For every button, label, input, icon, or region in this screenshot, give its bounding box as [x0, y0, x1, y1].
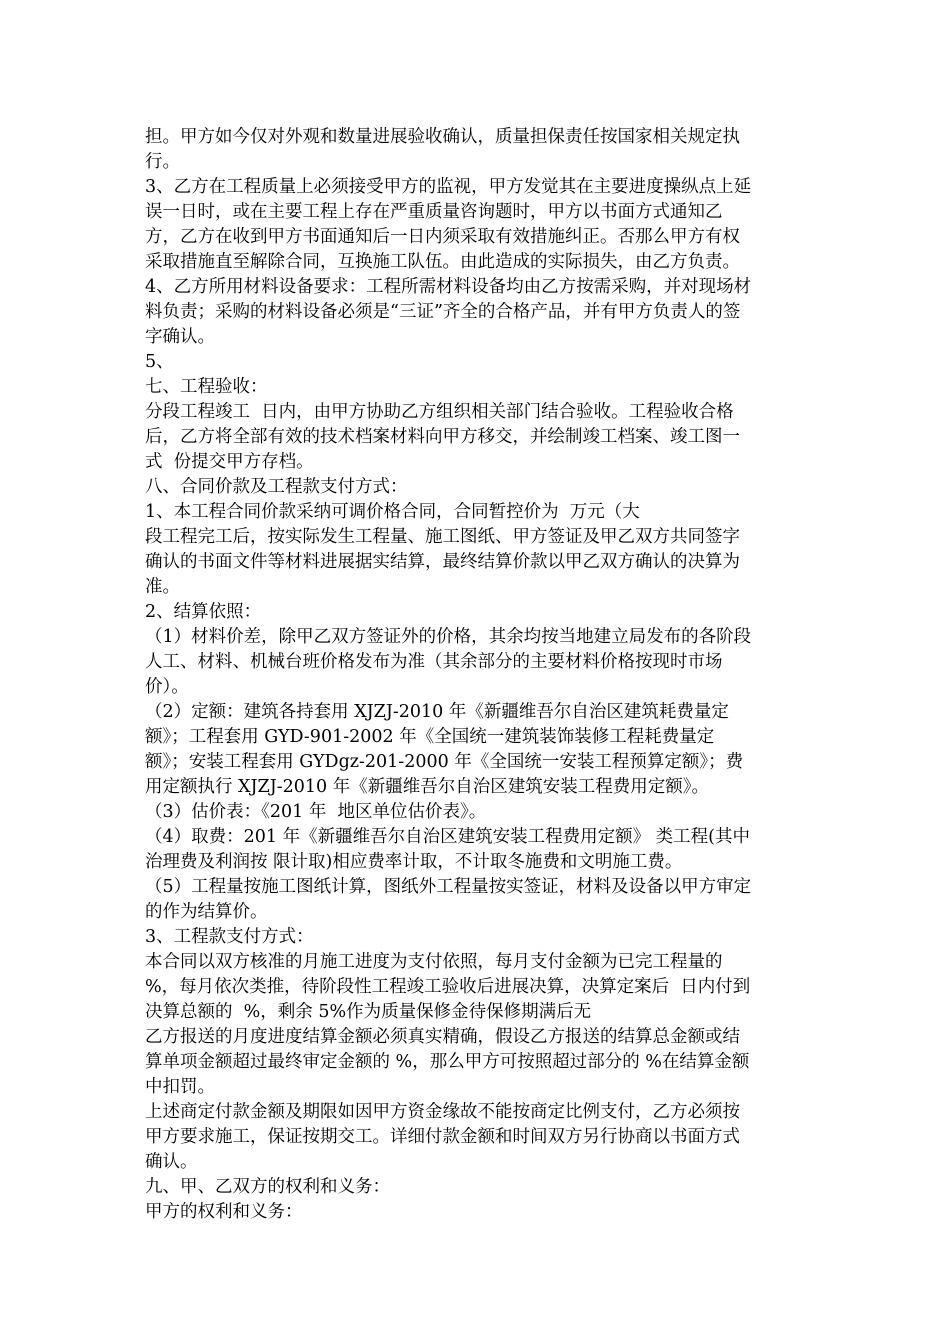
text-line: 料负责；采购的材料设备必须是“三证”齐全的合格产品，并有甲方负责人的签 [145, 302, 741, 322]
text-line: 3、乙方在工程质量上必须接受甲方的监视，甲方发觉其在主要进度操纵点上延 [145, 177, 752, 197]
text-line: 价）。 [145, 677, 189, 697]
text-line: 决算总额的 %，剩余 5%作为质量保修金待保修期满后无 [145, 1002, 592, 1022]
text-line: 担。甲方如今仅对外观和数量进展验收确认，质量担保责任按国家相关规定执 [145, 127, 740, 147]
text-line: 治理费及利润按 限计取)相应费率计取，不计取冬施费和文明施工费。 [145, 852, 683, 872]
text-line: 人工、材料、机械台班价格发布为准（其余部分的主要材料价格按现时市场 [145, 652, 723, 672]
text-line: 额》；安装工程套用 GYDgz-201-2000 年《全国统一安装工程预算定额》；费 [145, 752, 744, 772]
text-line: 上述商定付款金额及期限如因甲方资金缘故不能按商定比例支付，乙方必须按 [145, 1102, 740, 1122]
text-line: 2、结算依照： [145, 602, 262, 622]
text-line: 乙方报送的月度进度结算金额必须真实精确，假设乙方报送的结算总金额或结 [145, 1027, 740, 1047]
text-line: 段工程完工后，按实际发生工程量、施工图纸、甲方签证及甲乙双方共同签字 [145, 527, 740, 547]
text-line: （1）材料价差，除甲乙双方签证外的价格，其余均按当地建立局发布的各阶段 [145, 627, 752, 647]
text-line: 5、 [145, 352, 174, 372]
text-line: 确认的书面文件等材料进展据实结算，最终结算价款以甲乙双方确认的决算为 [145, 552, 740, 572]
text-line: 分段工程竣工 日内，由甲方协助乙方组织相关部门结合验收。工程验收合格 [145, 402, 734, 422]
text-line: 采取措施直至解除合同，互换施工队伍。由此造成的实际损失，由乙方负责。 [145, 252, 740, 272]
text-line: 后，乙方将全部有效的技术档案材料向甲方移交，并绘制竣工档案、竣工图一 [145, 427, 740, 447]
text-line: 确认。 [145, 1152, 198, 1172]
section-heading: 九、甲、乙双方的权利和义务： [145, 1177, 390, 1197]
text-line: （3）估价表：《201 年 地区单位估价表》。 [145, 802, 487, 822]
text-line: 的作为结算价。 [145, 902, 268, 922]
text-line: 4、乙方所用材料设备要求：工程所需材料设备均由乙方按需采购，并对现场材 [145, 277, 752, 297]
text-line: 准。 [145, 577, 180, 597]
text-line: %，每月依次类推，待阶段性工程竣工验收后进展决算，决算定案后 日内付到 [145, 977, 751, 997]
section-heading: 八、合同价款及工程款支付方式： [145, 477, 408, 497]
text-line: 字确认。 [145, 327, 215, 347]
text-line: 3、工程款支付方式： [145, 927, 314, 947]
text-line: （4）取费：201 年《新疆维吾尔自治区建筑安装工程费用定额》 类工程(其中 [145, 827, 750, 847]
text-line: 本合同以双方核准的月施工进度为支付依照，每月支付金额为已完工程量的 [145, 952, 723, 972]
section-heading: 七、工程验收： [145, 377, 268, 397]
text-line: 算单项金额超过最终审定金额的 %，那么甲方可按照超过部分的 %在结算金额 [145, 1052, 750, 1072]
text-line: 误一日时，或在主要工程上存在严重质量咨询题时，甲方以书面方式通知乙 [145, 202, 723, 222]
text-line: 甲方要求施工，保证按期交工。详细付款金额和时间双方另行协商以书面方式 [145, 1127, 740, 1147]
text-line: （5）工程量按施工图纸计算，图纸外工程量按实签证，材料及设备以甲方审定 [145, 877, 752, 897]
text-line: 行。 [145, 152, 180, 172]
text-line: 中扣罚。 [145, 1077, 215, 1097]
text-line: 1、本工程合同价款采纳可调价格合同，合同暂控价为 万元（大 [145, 502, 640, 522]
text-line: 式 份提交甲方存档。 [145, 452, 314, 472]
text-line: （2）定额：建筑各持套用 XJZJ-2010 年《新疆维吾尔自治区建筑耗费量定 [145, 702, 729, 722]
text-line: 甲方的权利和义务： [145, 1202, 303, 1222]
document-body [145, 125, 815, 1225]
text-line: 额》；工程套用 GYD-901-2002 年《全国统一建筑装饰装修工程耗费量定 [145, 727, 715, 747]
text-line: 用定额执行 XJZJ-2010 年《新疆维吾尔自治区建筑安装工程费用定额》。 [145, 777, 709, 797]
text-line: 方，乙方在收到甲方书面通知后一日内须采取有效措施纠正。否那么甲方有权 [145, 227, 740, 247]
